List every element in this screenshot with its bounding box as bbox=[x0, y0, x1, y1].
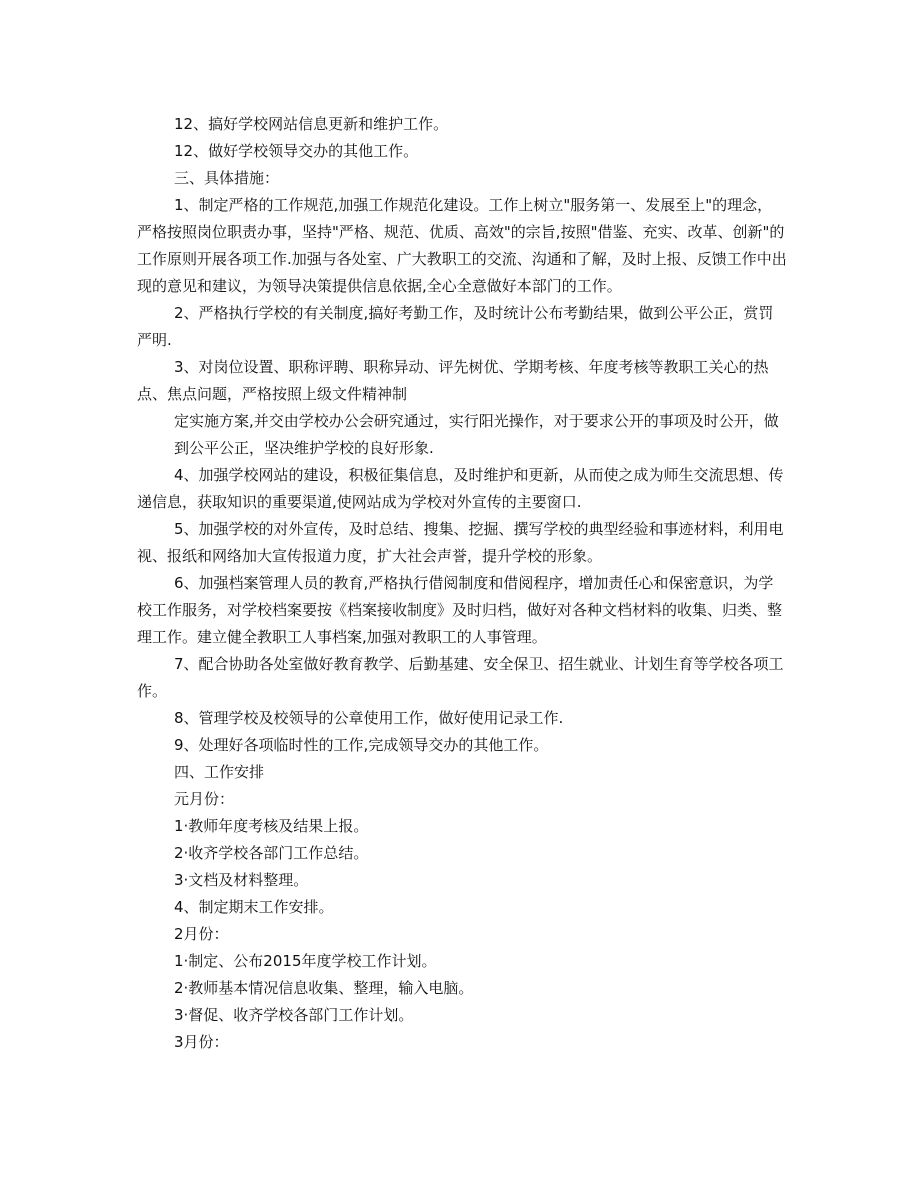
paragraph-measure-3: 3、对岗位设置、职称评聘、职称异动、评先树优、学期考核、年度考核等教职工关心的热点、焦点问题，严格按照上级文件精神制 bbox=[137, 358, 769, 403]
list-item-february-3: 3·督促、收齐学校各部门工作计划。 bbox=[174, 1006, 414, 1024]
list-item-january-3: 3·文档及材料整理。 bbox=[174, 871, 309, 889]
month-heading-march: 3月份： bbox=[174, 1033, 229, 1051]
list-item-january-4: 4、制定期末工作安排。 bbox=[174, 898, 334, 916]
list-item-january-1: 1·教师年度考核及结果上报。 bbox=[174, 817, 369, 835]
list-item-february-2: 2·教师基本情况信息收集、整理，输入电脑。 bbox=[174, 979, 474, 997]
document-body bbox=[137, 111, 787, 1056]
paragraph-measure-9: 9、处理好各项临时性的工作,完成领导交办的其他工作。 bbox=[174, 736, 549, 754]
paragraph-item-12-leadership: 12、做好学校领导交办的其他工作。 bbox=[174, 142, 419, 160]
paragraph-measure-7: 7、配合协助各处室做好教育教学、后勤基建、安全保卫、招生就业、计划生育等学校各项工作。 bbox=[137, 655, 784, 700]
paragraph-measure-4: 4、加强学校网站的建设，积极征集信息，及时维护和更新，从而使之成为师生交流思想、传递信息，获取知识的重要渠道,使网站成为学校对外宣传的主要窗口. bbox=[137, 466, 784, 511]
paragraph-measure-1: 1、制定严格的工作规范,加强工作规范化建设。工作上树立"服务第一、发展至上"的理念，严格按照岗位职责办事，坚持"严格、规范、优质、高效"的宗旨,按照"借鉴、充实、改革、创新"的工作原则开展各项工作.加强与各处室、广大教职工的交流、沟通和了解，及时上报、反馈工作中出现的意见和建议，为领导决策提供信息依据,全心全意做好本部门的工作。 bbox=[137, 196, 787, 295]
paragraph-measure-3-continued: 定实施方案,并交由学校办公会研究通过，实行阳光操作，对于要求公开的事项及时公开，做到公平公正，坚决维护学校的良好形象. bbox=[174, 412, 779, 457]
paragraph-measure-5: 5、加强学校的对外宣传，及时总结、搜集、挖掘、撰写学校的典型经验和事迹材料，利用电视、报纸和网络加大宣传报道力度，扩大社会声誉，提升学校的形象。 bbox=[137, 520, 784, 565]
list-item-january-2: 2·收齐学校各部门工作总结。 bbox=[174, 844, 369, 862]
section-heading-work-arrangement: 四、工作安排 bbox=[174, 763, 265, 781]
month-heading-february: 2月份： bbox=[174, 925, 229, 943]
paragraph-measure-2: 2、严格执行学校的有关制度,搞好考勤工作，及时统计公布考勤结果，做到公平公正，赏罚严明. bbox=[137, 304, 774, 349]
paragraph-item-12-website: 12、搞好学校网站信息更新和维护工作。 bbox=[174, 115, 449, 133]
paragraph-measure-6: 6、加强档案管理人员的教育,严格执行借阅制度和借阅程序，增加责任心和保密意识，为学校工作服务，对学校档案要按《档案接收制度》及时归档，做好对各种文档材料的收集、归类、整理工作。建立健全教职工人事档案,加强对教职工的人事管理。 bbox=[137, 574, 783, 646]
paragraph-measure-8: 8、管理学校及校领导的公章使用工作，做好使用记录工作. bbox=[174, 709, 564, 727]
list-item-february-1: 1·制定、公布2015年度学校工作计划。 bbox=[174, 952, 437, 970]
section-heading-specific-measures: 三、具体措施： bbox=[174, 169, 280, 187]
month-heading-january: 元月份： bbox=[174, 790, 235, 808]
